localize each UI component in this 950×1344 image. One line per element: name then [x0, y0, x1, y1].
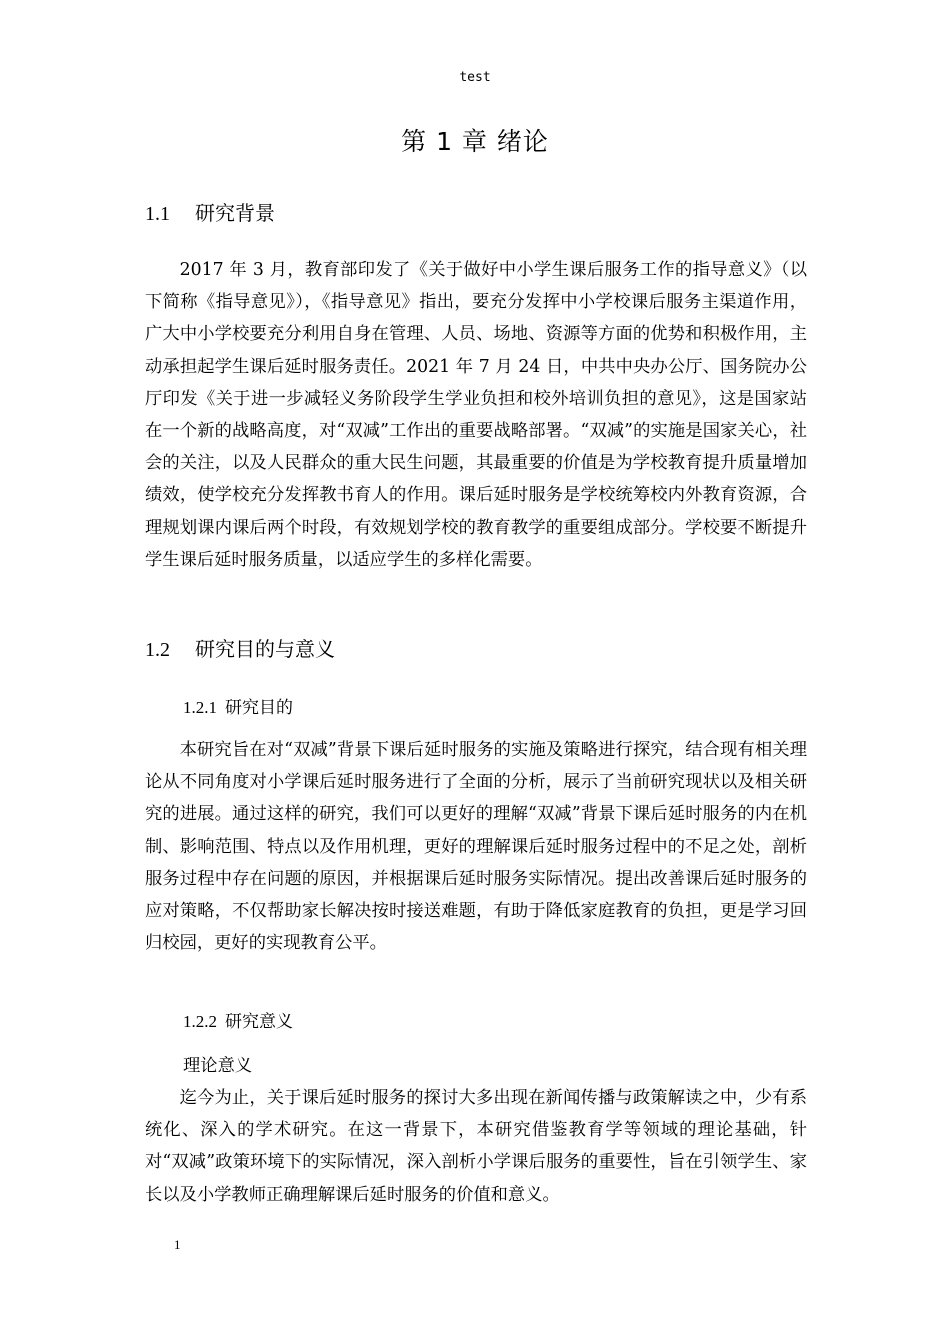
- section-heading-1-1: [145, 198, 805, 229]
- running-header: test: [459, 70, 491, 85]
- page-number: 1: [174, 1237, 181, 1252]
- section-number: 1.1: [145, 203, 170, 225]
- section-title: 研究目的与意义: [195, 637, 335, 661]
- subsection-number: 1.2.2: [183, 1012, 217, 1031]
- subsection-heading-1-2-1: [183, 695, 803, 721]
- section-title: 研究背景: [195, 201, 275, 225]
- paragraph-research-significance: 迄今为止，关于课后延时服务的探讨大多出现在新闻传播与政策解读之中，少有系统化、深入的学术研究。在这一背景下，本研究借鉴教育学等领域的理论基础，针对“双减”政策环境下的实际情况，深入剖析小学课后服务的重要性，旨在引领学生、家长以及小学教师正确理解课后延时服务的价值和意义。: [145, 1088, 807, 1205]
- subsection-title: 研究目的: [225, 698, 293, 718]
- subsection-title: 研究意义: [225, 1012, 293, 1032]
- theory-significance-label: 理论意义: [183, 1056, 253, 1076]
- subsection-number: 1.2.1: [183, 698, 217, 717]
- chapter-title: 第 1 章 绪论: [401, 127, 549, 156]
- subsection-heading-1-2-2: [183, 1009, 803, 1035]
- paragraph-research-background: 2017 年 3 月，教育部印发了《关于做好中小学生课后服务工作的指导意义》（以下简称《指导意见》），《指导意见》指出，要充分发挥中小学校课后服务主渠道作用，广大中小学校要充分利用自身在管理、人员、场地、资源等方面的优势和积极作用，主动承担起学生课后延时服务责任。2021 年 7 月 24 日，中共中央办公厅、国务院办公厅印发《关于进一步减轻义务阶段学生学业负担和校外培训负担的意见》，这是国家站在一个新的战略高度，对“双减”工作出的重要战略部署。“双减”的实施是国家关心，社会的关注，以及人民群众的重大民生问题，其最重要的价值是为学校教育提升质量增加绩效，使学校充分发挥教书育人的作用。课后延时服务是学校统筹校内外教育资源，合理规划课内课后两个时段，有效规划学校的教育教学的重要组成部分。学校要不断提升学生课后延时服务质量，以适应学生的多样化需要。: [145, 260, 807, 570]
- section-number: 1.2: [145, 639, 170, 661]
- section-heading-1-2: [145, 634, 805, 665]
- paragraph-research-purpose: 本研究旨在对“双减”背景下课后延时服务的实施及策略进行探究，结合现有相关理论从不同角度对小学课后延时服务进行了全面的分析，展示了当前研究现状以及相关研究的进展。通过这样的研究，我们可以更好的理解“双减”背景下课后延时服务的内在机制、影响范围、特点以及作用机理，更好的理解课后延时服务过程中的不足之处，剖析服务过程中存在问题的原因，并根据课后延时服务实际情况。提出改善课后延时服务的应对策略，不仅帮助家长解决按时接送难题，有助于降低家庭教育的负担，更是学习回归校园，更好的实现教育公平。: [145, 740, 807, 954]
